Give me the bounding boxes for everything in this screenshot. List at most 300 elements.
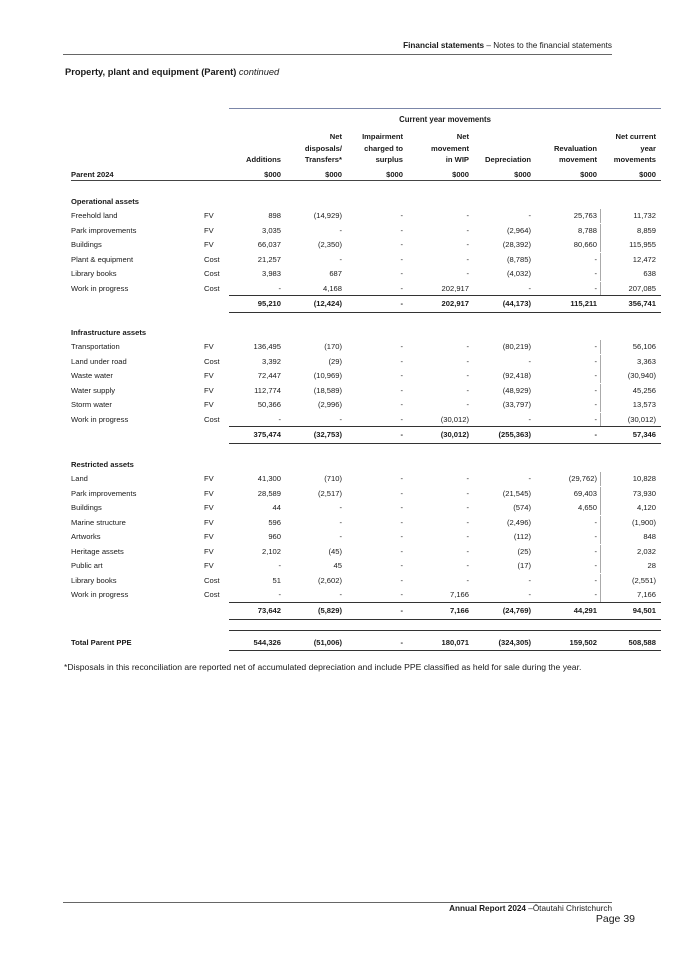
subtotal-row	[0, 297, 675, 311]
row-value: (2,496)	[506, 517, 531, 527]
row-value: 56,106	[632, 342, 656, 351]
table-row	[0, 398, 675, 412]
row-value: -	[400, 371, 403, 380]
footer-divider	[63, 902, 612, 903]
row-value: 21,257	[257, 254, 281, 264]
row-value: (8,785)	[506, 254, 531, 264]
table-row	[0, 559, 675, 573]
row-value: -	[594, 561, 597, 570]
row-value: -	[278, 590, 281, 599]
row-value: -	[466, 400, 469, 409]
row-value: 848	[643, 532, 656, 541]
table-row	[0, 238, 675, 252]
column-header	[221, 154, 281, 166]
row-value: -	[594, 283, 597, 293]
row-value: 3,392	[261, 356, 281, 366]
column-divider	[600, 224, 601, 238]
row-label: Library books	[71, 575, 117, 585]
section-title: Operational assets	[71, 197, 139, 206]
row-value: -	[400, 561, 403, 570]
row-value: -	[400, 590, 403, 599]
table-row	[0, 516, 675, 530]
row-value: -	[339, 225, 342, 235]
subtotal-row	[0, 604, 675, 618]
header-rule	[71, 180, 661, 181]
subtotal-value: -	[400, 430, 403, 439]
table-row	[0, 588, 675, 602]
column-divider	[600, 267, 601, 281]
column-header-line: disposals/	[304, 143, 342, 153]
row-basis: FV	[204, 211, 214, 220]
row-value: 596	[268, 517, 281, 527]
row-value: -	[400, 400, 403, 409]
table-row	[0, 384, 675, 398]
column-divider	[600, 574, 601, 588]
row-value: -	[594, 414, 597, 424]
row-label: Marine structure	[71, 517, 126, 527]
subtotal-value: 356,741	[628, 299, 656, 308]
column-header-line: Additions	[245, 155, 281, 165]
row-basis: FV	[204, 385, 214, 395]
row-label: Work in progress	[71, 414, 129, 424]
row-value: -	[594, 575, 597, 585]
row-value: 25,763	[573, 211, 597, 220]
row-value: 8,859	[636, 225, 656, 235]
row-value: 45	[333, 561, 342, 570]
grand-total-label: Total Parent PPE	[71, 638, 132, 647]
row-value: -	[528, 356, 531, 366]
row-value: (10,969)	[313, 371, 342, 380]
row-value: 28	[647, 561, 656, 570]
row-value: -	[400, 532, 403, 541]
row-value: 2,032	[636, 546, 656, 556]
row-value: 115,955	[629, 240, 656, 249]
subtotal-value: (32,753)	[313, 430, 342, 439]
row-value: -	[466, 488, 469, 498]
row-value: (30,012)	[440, 414, 469, 424]
grand-total-value: 508,588	[628, 638, 656, 647]
subtotal-value: -	[400, 605, 403, 615]
row-value: -	[466, 211, 469, 220]
table-row	[0, 209, 675, 223]
row-basis: FV	[204, 240, 214, 249]
header-divider	[63, 54, 612, 55]
column-divider	[600, 472, 601, 486]
row-value: (48,929)	[502, 385, 531, 395]
row-value: -	[594, 356, 597, 366]
grand-total-value: 180,071	[441, 638, 469, 647]
row-value: (574)	[513, 503, 531, 512]
column-divider	[600, 588, 601, 602]
table-row	[0, 413, 675, 427]
grand-total-rule	[229, 630, 661, 631]
row-label: Water supply	[71, 385, 116, 395]
row-value: 28,589	[257, 488, 281, 498]
row-label: Work in progress	[71, 590, 129, 599]
row-value: -	[400, 211, 403, 220]
row-value: -	[466, 385, 469, 395]
column-unit: $000	[514, 170, 531, 179]
column-header-line: movement	[431, 143, 469, 153]
group-header: Current year movements	[399, 115, 491, 124]
row-value: -	[339, 503, 342, 512]
column-divider	[600, 501, 601, 515]
row-basis: FV	[204, 400, 214, 409]
column-header-line: surplus	[375, 155, 403, 165]
column-unit: $000	[639, 170, 656, 179]
subtotal-value: 57,346	[632, 430, 656, 439]
row-value: -	[339, 590, 342, 599]
row-value: (29,762)	[568, 474, 597, 483]
row-value: (2,551)	[631, 575, 656, 585]
row-value: 4,650	[577, 503, 597, 512]
row-value: 3,983	[261, 269, 281, 278]
subtotal-value: 73,642	[257, 605, 281, 615]
row-value: -	[339, 532, 342, 541]
subtotal-value: -	[400, 299, 403, 308]
row-value: -	[466, 546, 469, 556]
row-label: Park improvements	[71, 488, 137, 498]
table-row	[0, 487, 675, 501]
row-basis: FV	[204, 474, 214, 483]
row-basis: Cost	[204, 269, 220, 278]
column-divider	[600, 384, 601, 398]
row-value: (30,012)	[627, 414, 656, 424]
table-row	[0, 224, 675, 238]
row-value: 72,447	[257, 371, 281, 380]
column-header-line: Impairment	[362, 132, 403, 141]
row-value: -	[339, 254, 342, 264]
column-divider	[600, 398, 601, 412]
row-value: -	[278, 414, 281, 424]
row-value: (2,964)	[506, 225, 531, 235]
row-label: Storm water	[71, 400, 112, 409]
column-header-line: Depreciation	[485, 155, 531, 165]
row-value: (33,797)	[502, 400, 531, 409]
row-value: -	[466, 575, 469, 585]
row-value: -	[594, 400, 597, 409]
row-value: (29)	[328, 356, 342, 366]
table-row	[0, 267, 675, 281]
row-value: (17)	[517, 561, 531, 570]
row-value: -	[594, 254, 597, 264]
row-value: 136,495	[253, 342, 281, 351]
subtotal-value: -	[594, 430, 597, 439]
row-basis: FV	[204, 546, 214, 556]
row-value: (21,545)	[502, 488, 531, 498]
row-value: 2,102	[261, 546, 281, 556]
subtotal-value: (255,363)	[498, 430, 531, 439]
row-value: -	[339, 414, 342, 424]
row-value: 3,363	[636, 356, 656, 366]
row-value: (18,589)	[313, 385, 342, 395]
row-value: 50,366	[257, 400, 281, 409]
row-value: -	[400, 283, 403, 293]
row-value: 44	[272, 503, 281, 512]
subtotal-value: (24,769)	[502, 605, 531, 615]
subtotal-value: 7,166	[449, 605, 469, 615]
subtotal-rule	[229, 295, 661, 296]
row-value: 207,085	[628, 283, 656, 293]
section-title: Restricted assets	[71, 460, 134, 469]
subtotal-value: 202,917	[441, 299, 469, 308]
row-value: 13,573	[632, 400, 656, 409]
row-basis: Cost	[204, 590, 220, 599]
table-row	[0, 253, 675, 267]
row-basis: FV	[204, 225, 214, 235]
row-label: Artworks	[71, 532, 101, 541]
row-value: -	[594, 269, 597, 278]
column-divider	[600, 487, 601, 501]
grand-total-row	[0, 636, 675, 650]
row-header: Parent 2024	[71, 170, 114, 179]
subtotal-rule	[229, 426, 661, 427]
row-basis: FV	[204, 503, 214, 512]
column-header	[471, 154, 531, 166]
row-value: (2,517)	[317, 488, 342, 498]
column-divider	[600, 238, 601, 252]
row-value: -	[594, 385, 597, 395]
row-value: -	[400, 342, 403, 351]
row-value: -	[400, 385, 403, 395]
column-divider	[600, 340, 601, 354]
column-header	[343, 131, 403, 166]
table-row	[0, 530, 675, 544]
column-divider	[600, 413, 601, 427]
row-value: -	[594, 532, 597, 541]
row-value: 51	[272, 575, 281, 585]
row-value: (170)	[324, 342, 342, 351]
row-label: Buildings	[71, 240, 102, 249]
row-value: (4,032)	[506, 269, 531, 278]
row-value: -	[400, 240, 403, 249]
column-header	[596, 131, 656, 166]
row-value: -	[594, 371, 597, 380]
row-value: 69,403	[573, 488, 597, 498]
row-basis: FV	[204, 371, 214, 380]
row-value: -	[594, 590, 597, 599]
row-value: (80,219)	[502, 342, 531, 351]
row-value: (2,996)	[317, 400, 342, 409]
row-value: -	[466, 371, 469, 380]
column-divider	[600, 355, 601, 369]
row-basis: Cost	[204, 356, 220, 366]
row-value: -	[400, 474, 403, 483]
table-row	[0, 501, 675, 515]
grand-total-rule-bottom	[229, 650, 661, 651]
column-header-line: in WIP	[445, 155, 469, 165]
row-value: 3,035	[261, 225, 281, 235]
column-header-line: charged to	[364, 143, 403, 153]
row-value: 898	[268, 211, 281, 220]
column-divider	[600, 209, 601, 223]
row-value: -	[594, 342, 597, 351]
column-header	[409, 131, 469, 166]
row-value: 45,256	[632, 385, 656, 395]
row-value: -	[528, 283, 531, 293]
column-unit: $000	[264, 170, 281, 179]
subtotal-row	[0, 428, 675, 442]
row-value: (14,929)	[313, 211, 342, 220]
row-value: -	[400, 488, 403, 498]
column-header-line: Net current	[615, 132, 656, 141]
table-row	[0, 369, 675, 383]
row-value: -	[400, 269, 403, 278]
row-value: 4,168	[322, 283, 342, 293]
row-label: Transportation	[71, 342, 120, 351]
row-value: -	[466, 342, 469, 351]
row-value: 66,037	[257, 240, 281, 249]
row-label: Land under road	[71, 356, 127, 366]
row-label: Heritage assets	[71, 546, 124, 556]
grand-total-value: -	[400, 638, 403, 647]
row-value: -	[528, 211, 531, 220]
row-value: -	[400, 414, 403, 424]
row-basis: Cost	[204, 414, 220, 424]
row-value: -	[466, 517, 469, 527]
row-value: (28,392)	[502, 240, 531, 249]
row-label: Plant & equipment	[71, 254, 134, 264]
row-value: (30,940)	[627, 371, 656, 380]
page-footer: Annual Report 2024 –Ōtautahi Christchurch	[449, 904, 612, 913]
row-value: (45)	[328, 546, 342, 556]
column-header	[282, 131, 342, 166]
subtotal-value: 44,291	[573, 605, 597, 615]
column-divider	[600, 253, 601, 267]
row-label: Park improvements	[71, 225, 137, 235]
row-value: -	[528, 575, 531, 585]
subtotal-value: (30,012)	[440, 430, 469, 439]
subtotal-rule-bottom	[229, 619, 661, 620]
row-basis: FV	[204, 532, 214, 541]
table-row	[0, 355, 675, 369]
table-row	[0, 472, 675, 486]
table-row	[0, 282, 675, 296]
row-value: (1,900)	[631, 517, 656, 527]
table-row	[0, 574, 675, 588]
row-value: -	[466, 532, 469, 541]
row-basis: Cost	[204, 283, 220, 293]
subtotal-value: 115,211	[570, 299, 597, 308]
row-label: Work in progress	[71, 283, 129, 293]
row-value: 80,660	[573, 240, 597, 249]
row-value: (2,602)	[317, 575, 342, 585]
subtotal-value: 94,501	[632, 605, 656, 615]
row-value: (2,350)	[317, 240, 342, 249]
grand-total-value: (51,006)	[313, 638, 342, 647]
row-basis: FV	[204, 561, 214, 570]
row-value: 73,930	[632, 488, 656, 498]
row-basis: FV	[204, 342, 214, 351]
footnote: *Disposals in this reconciliation are reported net of accumulated depreciation and include PPE classified as held for sale during the year.	[64, 662, 582, 672]
row-value: 638	[643, 269, 656, 278]
row-value: -	[528, 474, 531, 483]
row-value: 41,300	[257, 474, 281, 483]
row-label: Freehold land	[71, 211, 118, 220]
row-value: -	[466, 356, 469, 366]
row-value: 7,166	[449, 590, 469, 599]
row-value: -	[400, 254, 403, 264]
column-divider	[600, 282, 601, 296]
row-value: (92,418)	[502, 371, 531, 380]
row-label: Land	[71, 474, 88, 483]
row-value: -	[400, 503, 403, 512]
row-value: 4,120	[636, 503, 656, 512]
row-basis: Cost	[204, 575, 220, 585]
row-value: -	[400, 575, 403, 585]
column-header-line: Revaluation	[553, 143, 597, 153]
section-title: Infrastructure assets	[71, 328, 147, 337]
column-header-line: year	[640, 143, 656, 153]
row-value: -	[278, 283, 281, 293]
row-value: 12,472	[632, 254, 656, 264]
table-row	[0, 340, 675, 354]
row-value: -	[339, 517, 342, 527]
subtotal-value: (12,424)	[313, 299, 342, 308]
row-value: -	[278, 561, 281, 570]
column-header-line: Net	[329, 132, 342, 141]
row-value: -	[466, 503, 469, 512]
row-value: -	[466, 225, 469, 235]
row-value: -	[466, 269, 469, 278]
column-divider	[600, 545, 601, 559]
group-header-rule	[229, 108, 661, 109]
subtotal-value: (5,829)	[317, 605, 342, 615]
row-basis: Cost	[204, 254, 220, 264]
column-header-line: Transfers*	[304, 155, 342, 165]
row-value: 7,166	[636, 590, 656, 599]
row-value: 11,732	[633, 211, 656, 220]
subtotal-value: (44,173)	[502, 299, 531, 308]
row-value: (25)	[517, 546, 531, 556]
page-title: Property, plant and equipment (Parent) continued	[65, 67, 280, 77]
row-value: 202,917	[441, 283, 469, 293]
row-value: -	[528, 590, 531, 599]
row-label: Public art	[71, 561, 103, 570]
subtotal-rule	[229, 602, 661, 603]
row-value: -	[594, 546, 597, 556]
column-header-line: movements	[613, 155, 656, 165]
row-basis: FV	[204, 517, 214, 527]
row-value: 10,828	[632, 474, 656, 483]
row-value: -	[466, 240, 469, 249]
column-header-line: movement	[559, 155, 597, 165]
column-divider	[600, 530, 601, 544]
row-value: -	[466, 254, 469, 264]
row-value: -	[400, 356, 403, 366]
row-value: -	[528, 414, 531, 424]
column-header-line: Net	[456, 132, 469, 141]
column-unit: $000	[386, 170, 403, 179]
table-row	[0, 545, 675, 559]
column-divider	[600, 369, 601, 383]
grand-total-value: (324,305)	[498, 638, 531, 647]
row-label: Waste water	[71, 371, 113, 380]
subtotal-value: 375,474	[253, 430, 281, 439]
row-value: 112,774	[254, 385, 281, 395]
page-number: Page 39	[595, 913, 635, 925]
row-value: -	[466, 474, 469, 483]
subtotal-value: 95,210	[257, 299, 281, 308]
row-label: Buildings	[71, 503, 102, 512]
row-value: (112)	[513, 532, 531, 541]
grand-total-value: 544,326	[253, 638, 281, 647]
grand-total-value: 159,502	[569, 638, 597, 647]
column-unit: $000	[452, 170, 469, 179]
column-divider	[600, 516, 601, 530]
row-value: -	[400, 546, 403, 556]
row-value: -	[466, 561, 469, 570]
